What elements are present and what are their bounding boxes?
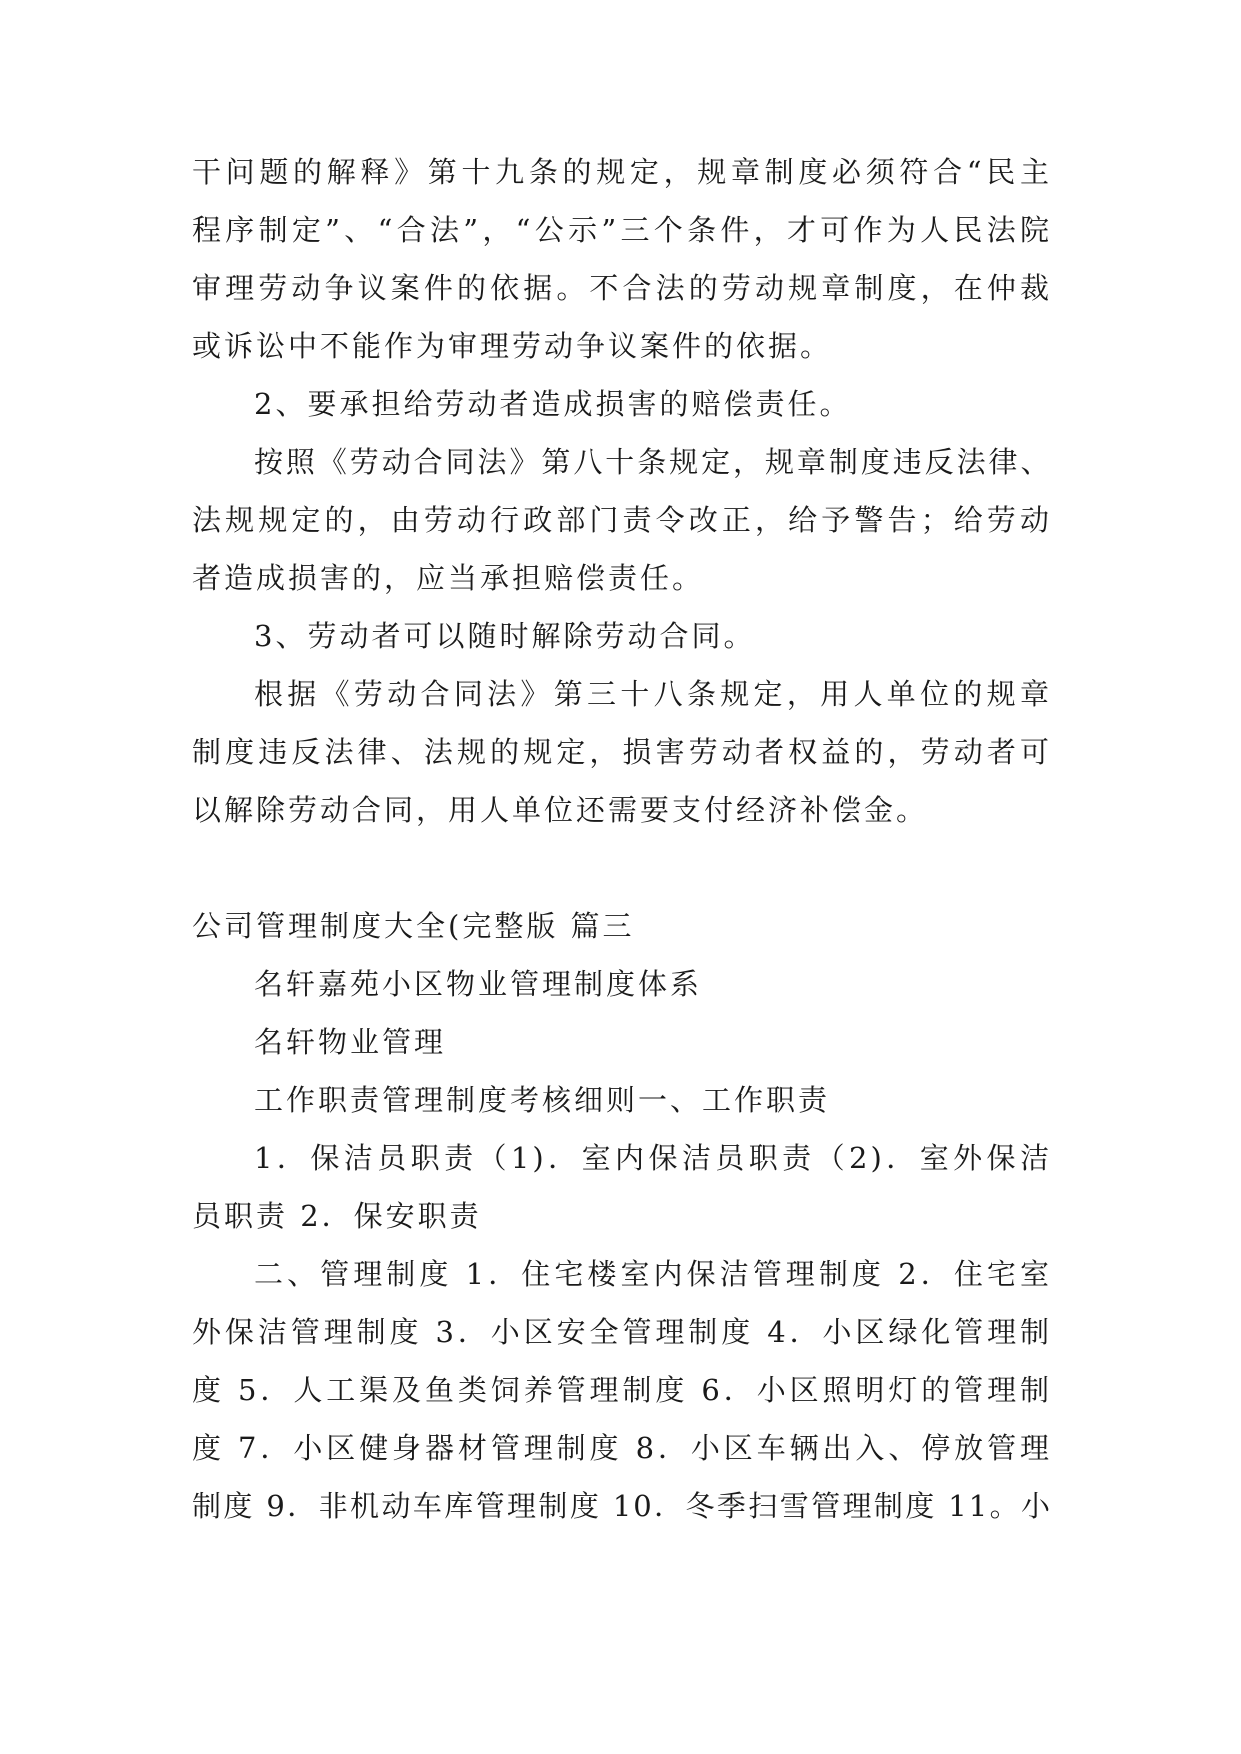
- paragraph-line: 外保洁管理制度 3．小区安全管理制度 4．小区绿化管理制: [192, 1315, 1052, 1349]
- paragraph-line: 制度违反法律、法规的规定，损害劳动者权益的，劳动者可: [192, 735, 1052, 769]
- section-heading: 2、要承担给劳动者造成损害的赔偿责任。: [254, 387, 852, 421]
- paragraph-line: 1．保洁员职责（1)．室内保洁员职责（2)．室外保洁: [254, 1141, 1052, 1175]
- paragraph-line: 或诉讼中不能作为审理劳动争议案件的依据。: [192, 329, 833, 363]
- paragraph-line: 度 7．小区健身器材管理制度 8．小区车辆出入、停放管理: [192, 1431, 1052, 1465]
- paragraph-line: 员职责 2．保安职责: [192, 1199, 482, 1233]
- subtitle-line: 名轩物业管理: [254, 1025, 447, 1059]
- paragraph-line: 按照《劳动合同法》第八十条规定，规章制度违反法律、: [254, 445, 1052, 479]
- subtitle-line: 名轩嘉苑小区物业管理制度体系: [254, 967, 703, 1001]
- subtitle-line: 工作职责管理制度考核细则一、工作职责: [254, 1083, 831, 1117]
- paragraph-line: 法规规定的，由劳动行政部门责令改正，给予警告；给劳动: [192, 503, 1052, 537]
- section-heading: 3、劳动者可以随时解除劳动合同。: [254, 619, 756, 653]
- article-title: 公司管理制度大全(完整版 篇三: [192, 909, 635, 943]
- paragraph-line: 干问题的解释》第十九条的规定，规章制度必须符合“民主: [192, 155, 1052, 189]
- paragraph-line: 制度 9．非机动车库管理制度 10．冬季扫雪管理制度 11。小: [192, 1489, 1052, 1523]
- paragraph-line: 审理劳动争议案件的依据。不合法的劳动规章制度，在仲裁: [192, 271, 1052, 305]
- paragraph-line: 度 5．人工渠及鱼类饲养管理制度 6．小区照明灯的管理制: [192, 1373, 1052, 1407]
- paragraph-line: 者造成损害的，应当承担赔偿责任。: [192, 561, 705, 595]
- paragraph-line: 二、管理制度 1．住宅楼室内保洁管理制度 2．住宅室: [254, 1257, 1052, 1291]
- paragraph-line: 程序制定”、“合法”，“公示”三个条件，才可作为人民法院: [192, 213, 1052, 247]
- paragraph-line: 以解除劳动合同，用人单位还需要支付经济补偿金。: [192, 793, 929, 827]
- paragraph-line: 根据《劳动合同法》第三十八条规定，用人单位的规章: [254, 677, 1052, 711]
